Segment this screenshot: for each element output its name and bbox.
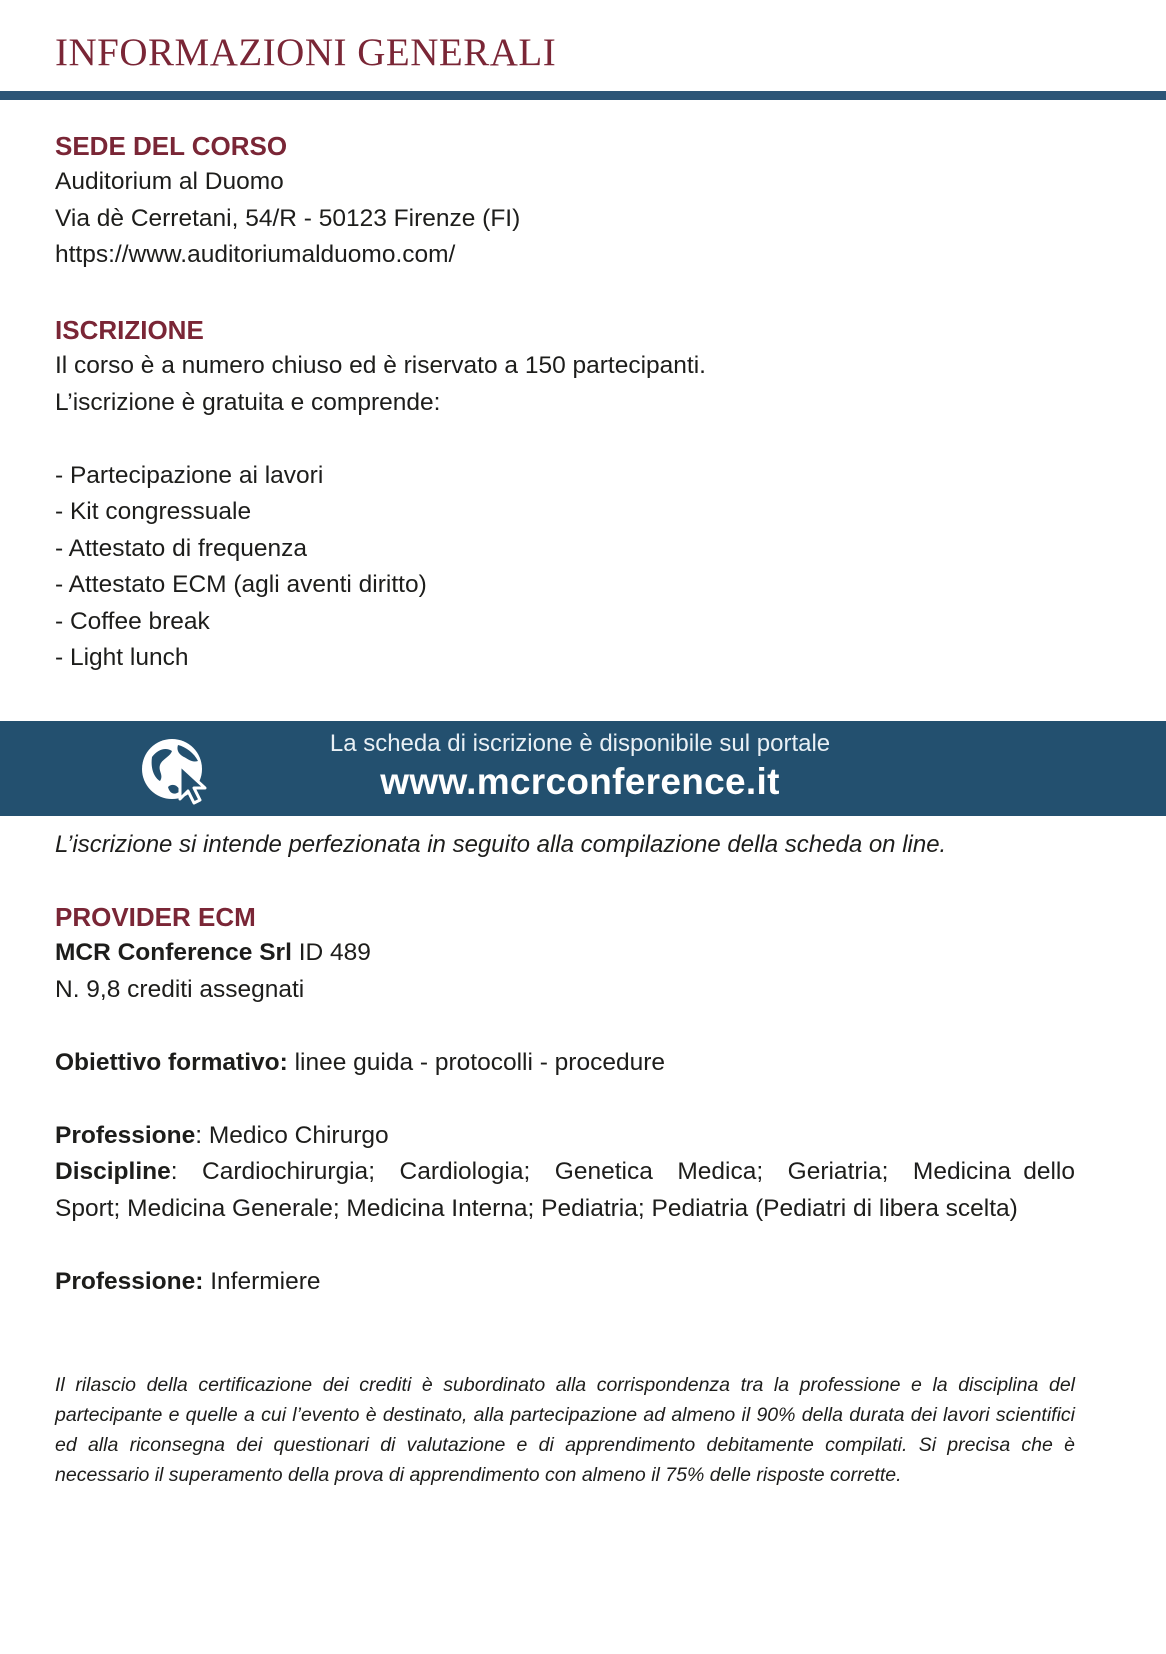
- venue-address: Via dè Cerretani, 54/R - 50123 Firenze (FI): [55, 204, 521, 232]
- iscrizione-heading: ISCRIZIONE: [55, 315, 204, 345]
- objective-line: [55, 1045, 1075, 1082]
- profession-value: Infermiere: [203, 1267, 321, 1295]
- banner-subtitle: La scheda di iscrizione è disponibile sul portale: [329, 730, 831, 757]
- profession-line: [55, 1264, 1075, 1301]
- list-item: - Kit congressuale: [55, 498, 252, 525]
- list-item: - Partecipazione ai lavori: [55, 461, 324, 489]
- profession-value: : Medico Chirurgo: [195, 1121, 389, 1149]
- disciplines-label: Discipline: [55, 1158, 171, 1185]
- sede-section: [55, 128, 1075, 274]
- credits-line: N. 9,8 crediti assegnati: [55, 975, 305, 1003]
- list-item: - Attestato ECM (agli aventi diritto): [55, 571, 427, 598]
- iscrizione-intro-2: L’iscrizione è gratuita e comprende:: [55, 388, 441, 416]
- provider-heading: PROVIDER ECM: [55, 902, 256, 932]
- profession-line: [55, 1118, 1075, 1155]
- objective-label: Obiettivo formativo:: [55, 1048, 288, 1076]
- list-item: - Light lunch: [55, 644, 189, 671]
- disciplines-line: [55, 1154, 1082, 1227]
- included-items-list: [55, 458, 1075, 677]
- portal-link[interactable]: www.mcrconference.it: [380, 761, 780, 802]
- globe-cursor-icon: [138, 735, 218, 805]
- title-divider: [0, 91, 1166, 100]
- registration-banner: [0, 721, 1166, 816]
- disciplines-value: : Cardiochirurgia; Cardiologia; Genetica Medica; Geriatria; Medicina dello Sport; Medicina Generale; Medicina Interna; Pediatria; Pediatria (Pediatri di libera scelta): [55, 1158, 1082, 1222]
- registration-note: L’iscrizione si intende perfezionata in seguito alla compilazione della scheda on line.: [55, 831, 947, 858]
- iscrizione-intro-1: Il corso è a numero chiuso ed è riservato a 150 partecipanti.: [55, 352, 706, 379]
- profession-label: Professione:: [55, 1267, 204, 1295]
- provider-section: [55, 899, 1082, 1300]
- objective-value: linee guida - protocolli - procedure: [287, 1048, 666, 1076]
- venue-name: Auditorium al Duomo: [55, 168, 284, 195]
- page-title: INFORMAZIONI GENERALI: [55, 31, 557, 74]
- sede-heading: SEDE DEL CORSO: [55, 131, 288, 161]
- venue-url[interactable]: https://www.auditoriumalduomo.com/: [55, 241, 456, 268]
- profession-label: Professione: [55, 1121, 196, 1149]
- list-item: - Coffee break: [55, 607, 210, 635]
- list-item: - Attestato di frequenza: [55, 534, 307, 562]
- iscrizione-section: [55, 312, 1075, 677]
- provider-name: MCR Conference Srl: [55, 939, 292, 966]
- provider-id: ID 489: [291, 939, 371, 966]
- certification-fineprint: Il rilascio della certificazione dei crediti è subordinato alla corrispondenza tra la professione e la disciplina del partecipante e quelle a cui l’evento è destinato, alla partecipazione ad almeno il 90% della durata dei lavori scientifici ed alla riconsegna dei questionari di valutazione e di apprendimento debitamente compilati. Si precisa che è necessario il superamento della prova di apprendimento con almeno il 75% delle risposte corrette.: [55, 1374, 1075, 1486]
- provider-line: [55, 935, 1075, 972]
